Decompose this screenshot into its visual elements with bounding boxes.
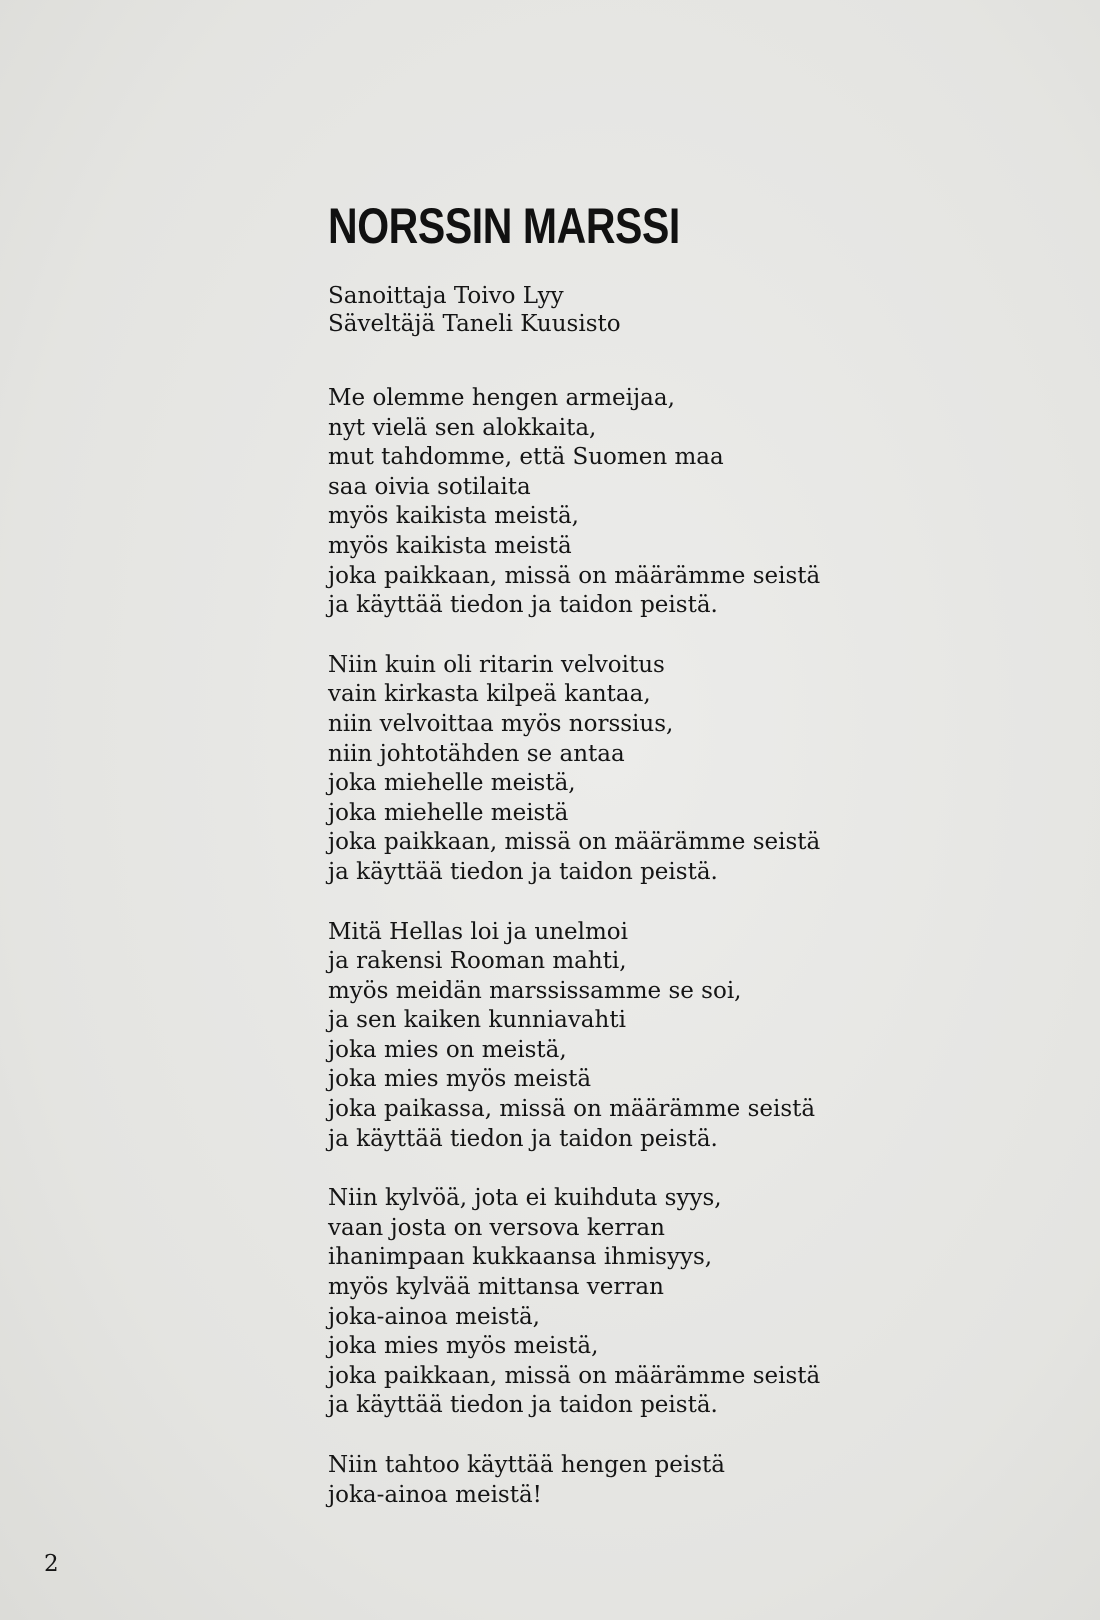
lyric-line: vain kirkasta kilpeä kantaa, xyxy=(328,681,651,708)
stanza-4 xyxy=(328,1184,820,1421)
lyric-line: joka miehelle meistä xyxy=(328,799,569,826)
lyric-line: joka-ainoa meistä! xyxy=(328,1481,542,1508)
lyric-line: ja rakensi Rooman mahti, xyxy=(328,948,627,975)
lyric-line: Niin tahtoo käyttää hengen peistä xyxy=(328,1452,725,1478)
lyric-line: mut tahdomme, että Suomen maa xyxy=(328,444,724,471)
lyric-line: joka mies myös meistä, xyxy=(328,1333,599,1360)
lyric-line: joka mies myös meistä xyxy=(328,1066,592,1093)
lyric-line: Niin kylvöä, jota ei kuihduta syys, xyxy=(328,1185,722,1212)
lyric-line: joka mies on meistä, xyxy=(328,1036,567,1063)
lyric-line: ja sen kaiken kunniavahti xyxy=(328,1007,626,1034)
lyric-line: joka paikkaan, missä on määrämme seistä xyxy=(328,1362,821,1389)
lyric-line: Mitä Hellas loi ja unelmoi xyxy=(328,918,629,945)
lyric-line: myös kaikista meistä, xyxy=(328,503,579,530)
page-number: 2 xyxy=(44,1551,59,1577)
song-title: NORSSIN MARSSI xyxy=(328,198,680,254)
lyric-line: myös kaikista meistä xyxy=(328,532,572,559)
lyric-line: myös kylvää mittansa verran xyxy=(328,1274,664,1301)
lyrics xyxy=(328,384,820,1540)
lyric-line: ja käyttää tiedon ja taidon peistä. xyxy=(328,592,718,619)
lyricist-credit: Sanoittaja Toivo Lyy xyxy=(328,283,564,309)
stanza-1 xyxy=(328,384,820,621)
lyric-line: niin johtotähden se antaa xyxy=(328,740,625,767)
stanza-2 xyxy=(328,651,820,888)
composer-credit: Säveltäjä Taneli Kuusisto xyxy=(328,311,621,337)
lyric-line: joka paikkaan, missä on määrämme seistä xyxy=(328,829,821,856)
song-credits xyxy=(328,282,621,338)
lyric-line: joka paikkaan, missä on määrämme seistä xyxy=(328,562,821,589)
lyric-line: niin velvoittaa myös norssius, xyxy=(328,710,674,737)
lyric-line: Me olemme hengen armeijaa, xyxy=(328,385,675,411)
stanza-5 xyxy=(328,1451,820,1510)
lyric-line: ja käyttää tiedon ja taidon peistä. xyxy=(328,1125,718,1152)
lyric-line: Niin kuin oli ritarin velvoitus xyxy=(328,651,665,678)
lyric-line: myös meidän marssissamme se soi, xyxy=(328,977,742,1004)
lyric-line: joka miehelle meistä, xyxy=(328,770,576,797)
lyric-line: vaan josta on versova kerran xyxy=(328,1214,665,1241)
lyric-line: ihanimpaan kukkaansa ihmisyys, xyxy=(328,1244,713,1271)
lyric-line: joka paikassa, missä on määrämme seistä xyxy=(328,1096,816,1123)
lyric-line: ja käyttää tiedon ja taidon peistä. xyxy=(328,858,718,885)
lyric-line: saa oivia sotilaita xyxy=(328,473,531,500)
lyric-line: ja käyttää tiedon ja taidon peistä. xyxy=(328,1392,718,1419)
lyric-line: joka-ainoa meistä, xyxy=(328,1303,540,1330)
lyric-line: nyt vielä sen alokkaita, xyxy=(328,414,597,441)
stanza-3 xyxy=(328,918,820,1155)
